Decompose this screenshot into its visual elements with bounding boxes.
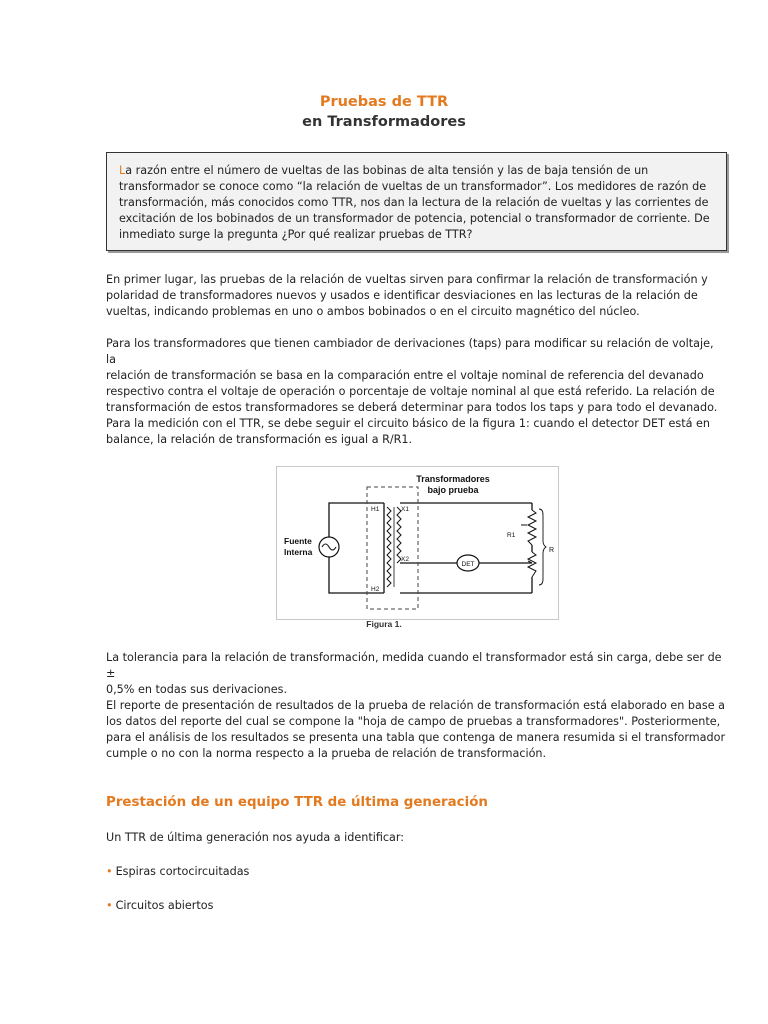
source-label-line1: Fuente xyxy=(284,536,312,546)
terminal-label-x1: X1 xyxy=(401,506,409,513)
paragraph-taps xyxy=(106,336,726,416)
paragraph-line: los datos del reporte del cual se compone la "hoja de campo de pruebas a transformadores". Posteriormente, xyxy=(106,715,721,728)
intro-dropcap: L xyxy=(119,164,126,177)
paragraph-line: En primer lugar, las pruebas de la relación de vueltas sirven para confirmar la relación de transformación y xyxy=(106,273,708,286)
page-title: Pruebas de TTR xyxy=(319,94,449,110)
paragraph-line: cumple o no con la norma respecto a la prueba de relación de transformación. xyxy=(106,747,547,760)
list-item xyxy=(106,864,249,880)
paragraph-line: 0,5% en todas sus derivaciones. xyxy=(106,683,288,696)
source-label-line2: Interna xyxy=(284,547,313,557)
paragraph-line: El reporte de presentación de resultados de la prueba de relación de transformación está elaborado en base a xyxy=(106,699,725,712)
paragraph-line: La tolerancia para la relación de transformación, medida cuando el transformador está sin carga, debe ser de ± xyxy=(106,651,722,680)
terminal-label-h1: H1 xyxy=(371,506,380,513)
intro-line: transformador se conoce como “la relación de vueltas de un transformador”. Los medidores de razón de xyxy=(119,180,707,193)
resistor-label-r1: R1 xyxy=(507,532,516,539)
circuit-diagram xyxy=(277,467,560,621)
resistor-icon xyxy=(521,509,546,585)
circuit-wires xyxy=(329,503,532,593)
figure-heading-line1: Transformadores xyxy=(416,474,490,484)
paragraph-line: Para la medición con el TTR, se debe seguir el circuito básico de la figura 1: cuando el detector DET está en xyxy=(106,417,710,430)
paragraph-line: transformación de estos transformadores se deberá determinar para todos los taps y para todo el devanado. xyxy=(106,401,718,414)
transformer-coil-icon xyxy=(387,507,401,587)
list-item xyxy=(106,898,213,914)
figure-ttr-circuit xyxy=(276,466,559,620)
paragraph-line: relación de transformación se basa en la comparación entre el voltaje nominal de referencia del devanado xyxy=(106,369,704,382)
intro-paragraph xyxy=(119,163,714,243)
page-subtitle: en Transformadores xyxy=(302,114,466,130)
paragraph-line: Para los transformadores que tienen cambiador de derivaciones (taps) para modificar su relación de voltaje, la xyxy=(106,337,714,366)
intro-line: inmediato surge la pregunta ¿Por qué realizar pruebas de TTR? xyxy=(119,228,473,241)
paragraph-tolerance xyxy=(106,650,726,698)
intro-box xyxy=(106,152,727,251)
terminal-label-h2: H2 xyxy=(371,586,380,593)
paragraph-line: para el análisis de los resultados se presenta una tabla que contenga de manera resumida si el transformador xyxy=(106,731,726,744)
paragraph-purpose xyxy=(106,272,726,320)
bullet-icon: • xyxy=(106,865,113,878)
paragraph-measurement xyxy=(106,416,726,448)
figure-caption: Figura 1. xyxy=(366,619,402,629)
section-heading: Prestación de un equipo TTR de última generación xyxy=(106,795,488,810)
paragraph-line: polaridad de transformadores nuevos y usados e identificar desviaciones en las lecturas de la relación de xyxy=(106,289,698,302)
ac-source-icon xyxy=(319,537,339,557)
intro-line: excitación de los bobinados de un transformador de potencia, potencial o transformador de corriente. De xyxy=(119,212,710,225)
intro-line: transformación, más conocidos como TTR, nos dan la lectura de la relación de vueltas y las corrientes de xyxy=(119,196,709,209)
section-lead: Un TTR de última generación nos ayuda a identificar: xyxy=(106,831,405,844)
intro-line: a razón entre el número de vueltas de las bobinas de alta tensión y las de baja tensión de un xyxy=(125,164,649,177)
detector-label: DET xyxy=(461,561,475,568)
list-item-label: Circuitos abiertos xyxy=(115,899,214,912)
resistor-label-r: R xyxy=(549,547,555,554)
paragraph-report xyxy=(106,698,726,762)
paragraph-line: respectivo contra el voltaje de operación o porcentaje de voltaje nominal al que está referido. La relación de xyxy=(106,385,715,398)
bullet-icon: • xyxy=(106,899,113,912)
paragraph-line: vueltas, indicando problemas en uno o ambos bobinados o en el circuito magnético del núcleo. xyxy=(106,305,640,318)
terminal-label-x2: X2 xyxy=(401,556,409,563)
list-item-label: Espiras cortocircuitadas xyxy=(115,865,250,878)
paragraph-line: balance, la relación de transformación es igual a R/R1. xyxy=(106,433,413,446)
figure-heading-line2: bajo prueba xyxy=(427,485,479,495)
